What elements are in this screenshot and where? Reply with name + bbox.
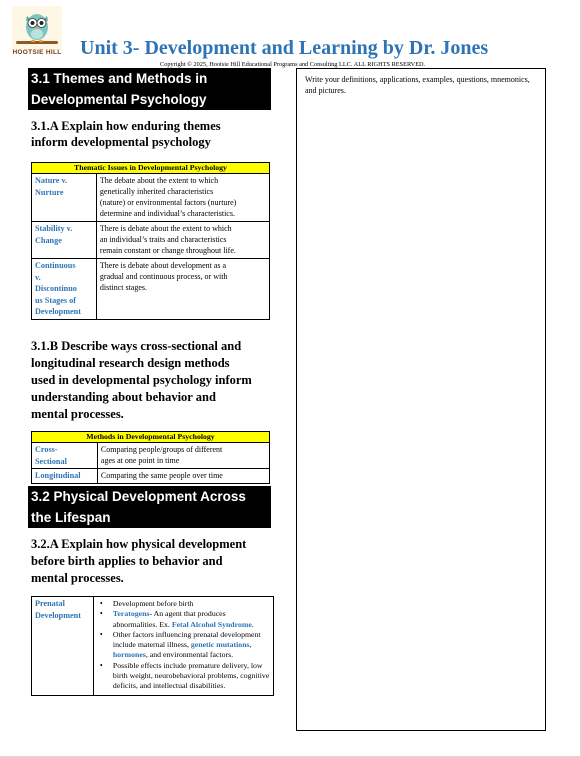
term-line: Sectional <box>35 456 67 466</box>
methods-table-header: Methods in Developmental Psychology <box>32 432 270 443</box>
term-line: Development <box>35 307 81 316</box>
key-term: genetic mutations <box>190 640 250 650</box>
term-line: Stability v. <box>35 224 73 233</box>
subheading-3-1-a <box>31 118 281 150</box>
bullet-text: - An agent that produces abnormalities. Ex. <box>112 609 226 629</box>
desc-line: determine and individual’s characteristics. <box>99 209 235 218</box>
bullet-item: • Teratogens- An agent that produces abnormalities. Ex. Fetal Alcohol Syndrome. <box>94 609 271 630</box>
methods-table <box>31 431 270 484</box>
subheading-line: mental processes. <box>31 407 124 421</box>
subheading-line: inform developmental psychology <box>31 135 211 149</box>
desc-line: There is debate about the extent to which <box>99 224 232 233</box>
term-cell <box>32 443 98 469</box>
subheading-3-2-a <box>31 536 291 587</box>
bullet-text: Development before birth <box>112 599 194 608</box>
table-row <box>32 259 270 320</box>
logo-text: HOOTSIE HILL <box>12 49 62 56</box>
desc-line: The debate about the extent to which <box>99 176 219 185</box>
term-line: Nurture <box>35 187 64 197</box>
subheading-line: used in developmental psychology inform <box>31 373 252 387</box>
term-line: Longitudinal <box>35 471 81 480</box>
key-term: hormones <box>112 650 146 660</box>
subheading-line: 3.1.A Explain how enduring themes <box>31 119 221 133</box>
notes-box[interactable] <box>296 68 546 731</box>
desc-line: gradual and continuous process, or with <box>99 272 228 281</box>
desc-line: (nature) or environmental factors (nurture) <box>99 198 237 207</box>
key-term: Fetal Alcohol Syndrome <box>171 619 252 629</box>
desc-line: genetically inherited characteristics <box>99 187 214 196</box>
subheading-line: longitudinal research design methods <box>31 356 230 370</box>
copyright-notice: Copyright © 2025, Hootsie Hill Educational Programs and Consulting LLC. ALL RIGHTS RESERVED. <box>160 61 426 68</box>
desc-line: remain constant or change throughout life. <box>99 246 236 255</box>
owl-icon <box>12 6 62 50</box>
subheading-line: before birth applies to behavior and <box>31 554 223 568</box>
description-cell <box>96 222 269 259</box>
themes-table-header: Thematic Issues in Developmental Psychology <box>32 163 270 174</box>
subheading-line: 3.1.B Describe ways cross-sectional and <box>31 339 242 353</box>
desc-line: Comparing the same people over time <box>100 471 223 480</box>
banner-line: Developmental Psychology <box>31 92 207 107</box>
table-row <box>32 443 270 469</box>
bullet-text: Other factors influencing prenatal development include maternal illness, <box>112 629 261 650</box>
bullet-item <box>94 630 271 661</box>
bullets-cell <box>93 597 273 696</box>
term-line: Development <box>35 610 81 620</box>
desc-line: an individual’s traits and characteristics <box>99 235 227 244</box>
banner-line: 3.2 Physical Development Across <box>31 489 246 504</box>
subheading-line: 3.2.A Explain how physical development <box>31 537 247 551</box>
term-line: us Stages of <box>35 295 76 305</box>
term-cell <box>32 597 94 696</box>
term-line: Continuous <box>35 261 76 270</box>
table-row <box>32 469 270 484</box>
section-3-2-banner <box>28 486 271 528</box>
bullet-text: , <box>249 640 252 650</box>
bullet-text: Possible effects include premature delivery, low birth weight, neurobehavioral problems, cognitive deficits, and intellectual disabilities. <box>112 660 270 691</box>
term-line: Nature v. <box>35 176 68 185</box>
description-cell <box>96 259 269 320</box>
term-line: Cross- <box>35 445 58 454</box>
bullet-text: , and environmental factors. <box>145 650 234 660</box>
term-cell <box>32 469 98 484</box>
term-cell <box>32 259 97 320</box>
prenatal-table <box>31 596 274 696</box>
section-3-1-banner <box>28 68 271 110</box>
page-title: Unit 3- Development and Learning by Dr. Jones <box>80 37 489 59</box>
bullet-list <box>94 599 271 692</box>
desc-line: distinct stages. <box>99 283 148 292</box>
description-cell <box>96 174 269 222</box>
term-line: Change <box>35 235 62 245</box>
table-row <box>32 597 274 696</box>
table-row <box>32 174 270 222</box>
table-row <box>32 222 270 259</box>
subheading-line: mental processes. <box>31 571 124 585</box>
description-cell <box>97 469 269 484</box>
banner-line: the Lifespan <box>31 510 111 525</box>
term-cell <box>32 174 97 222</box>
bullet-item <box>94 599 271 609</box>
desc-line: ages at one point in time <box>100 456 180 465</box>
subheading-3-1-b <box>31 338 291 423</box>
term-line: Discontinuo <box>35 284 77 293</box>
desc-line: There is debate about development as a <box>99 261 227 270</box>
bullet-item <box>94 661 271 692</box>
term-line: Prenatal <box>35 599 65 608</box>
key-term: Teratogens <box>112 609 150 619</box>
themes-table <box>31 162 270 320</box>
hootsie-hill-logo <box>12 6 62 58</box>
term-line: v. <box>35 272 41 282</box>
desc-line: Comparing people/groups of different <box>100 445 223 454</box>
subheading-line: understanding about behavior and <box>31 390 216 404</box>
notes-instructions: Write your definitions, applications, examples, questions, mnemonics, and pictures. <box>305 75 530 95</box>
banner-line: 3.1 Themes and Methods in <box>31 71 208 86</box>
description-cell <box>97 443 269 469</box>
term-cell <box>32 222 97 259</box>
